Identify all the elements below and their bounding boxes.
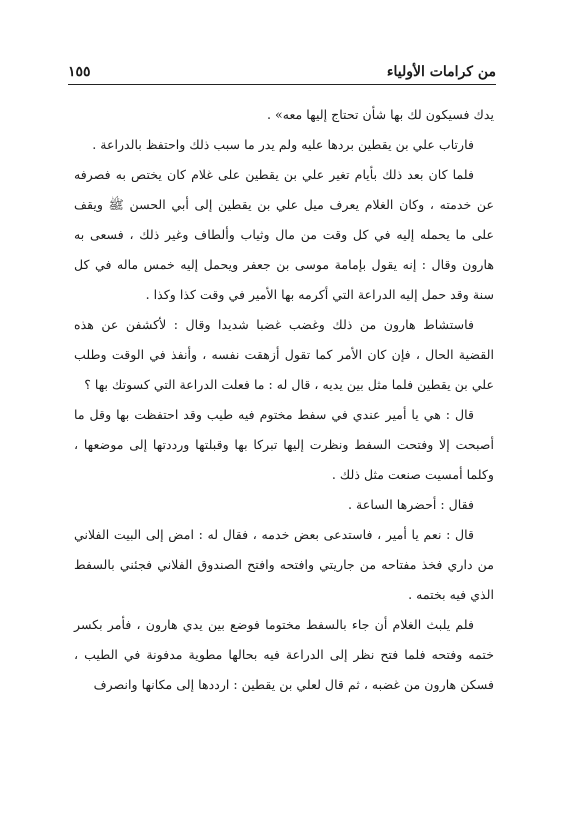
paragraph-5: قال : هي يا أمير عندي في سفط مختوم فيه طيب وقد احتفظت بها وقل ما أصبحت إلا وفتحت السفط ونظرت إليها تبركا بها وقبلتها ورددتها إلى موضعها ، وكلما أمسيت صنعت مثل ذلك .	[74, 407, 494, 482]
paragraph-7: قال : نعم يا أمير ، فاستدعى بعض خدمه ، فقال له : امض إلى البيت الفلاني من داري فخذ مفتاحه من جاريتي وافتحه وافتح الصندوق الفلاني فجئني بالسفط الذي فيه بختمه .	[74, 527, 494, 602]
paragraph-6: فقال : أحضرها الساعة .	[348, 497, 474, 512]
paragraph-1: يدك فسيكون لك بها شأن تحتاج إليها معه» .	[267, 107, 494, 122]
header-rule	[68, 84, 496, 85]
body-text	[74, 100, 494, 700]
paragraph-4: فاستشاط هارون من ذلك وغضب غضبا شديدا وقال : لأكشفن عن هذه القضية الحال ، فإن كان الأمر كما تقول أزهقت نفسه ، وأنفذ في الوقت وطلب علي بن يقطين فلما مثل بين يديه ، قال له : ما فعلت الدراعة التي كسوتك بها ؟	[74, 317, 494, 392]
header-title: من كرامات الأولياء	[386, 64, 496, 80]
running-header	[68, 56, 496, 80]
page-number: ١٥٥	[68, 64, 91, 80]
paragraph-8: فلم يلبث الغلام أن جاء بالسفط مختوما فوضع بين يدي هارون ، فأمر بكسر ختمه وفتحه فلما فتح نظر إلى الدراعة فيه بحالها مطوية مدفونة في الطيب ، فسكن هارون من غضبه ، ثم قال لعلي بن يقطين : ارددها إلى مكانها وانصرف	[74, 617, 494, 692]
paragraph-2: فارتاب علي بن يقطين بردها عليه ولم يدر ما سبب ذلك واحتفظ بالدراعة .	[92, 137, 474, 152]
paragraph-3: فلما كان بعد ذلك بأيام تغير علي بن يقطين على غلام كان يختص به فصرفه عن خدمته ، وكان الغلام يعرف ميل علي بن يقطين إلى أبي الحسن ﷺ ويقف على ما يحمله إليه في كل وقت من مال وثياب وألطاف وغير ذلك ، فسعى به هارون وقال : إنه يقول بإمامة موسى بن جعفر ويحمل إليه خمس ماله في كل سنة وقد حمل إليه الدراعة التي أكرمه بها الأمير في وقت كذا وكذا .	[74, 167, 494, 302]
